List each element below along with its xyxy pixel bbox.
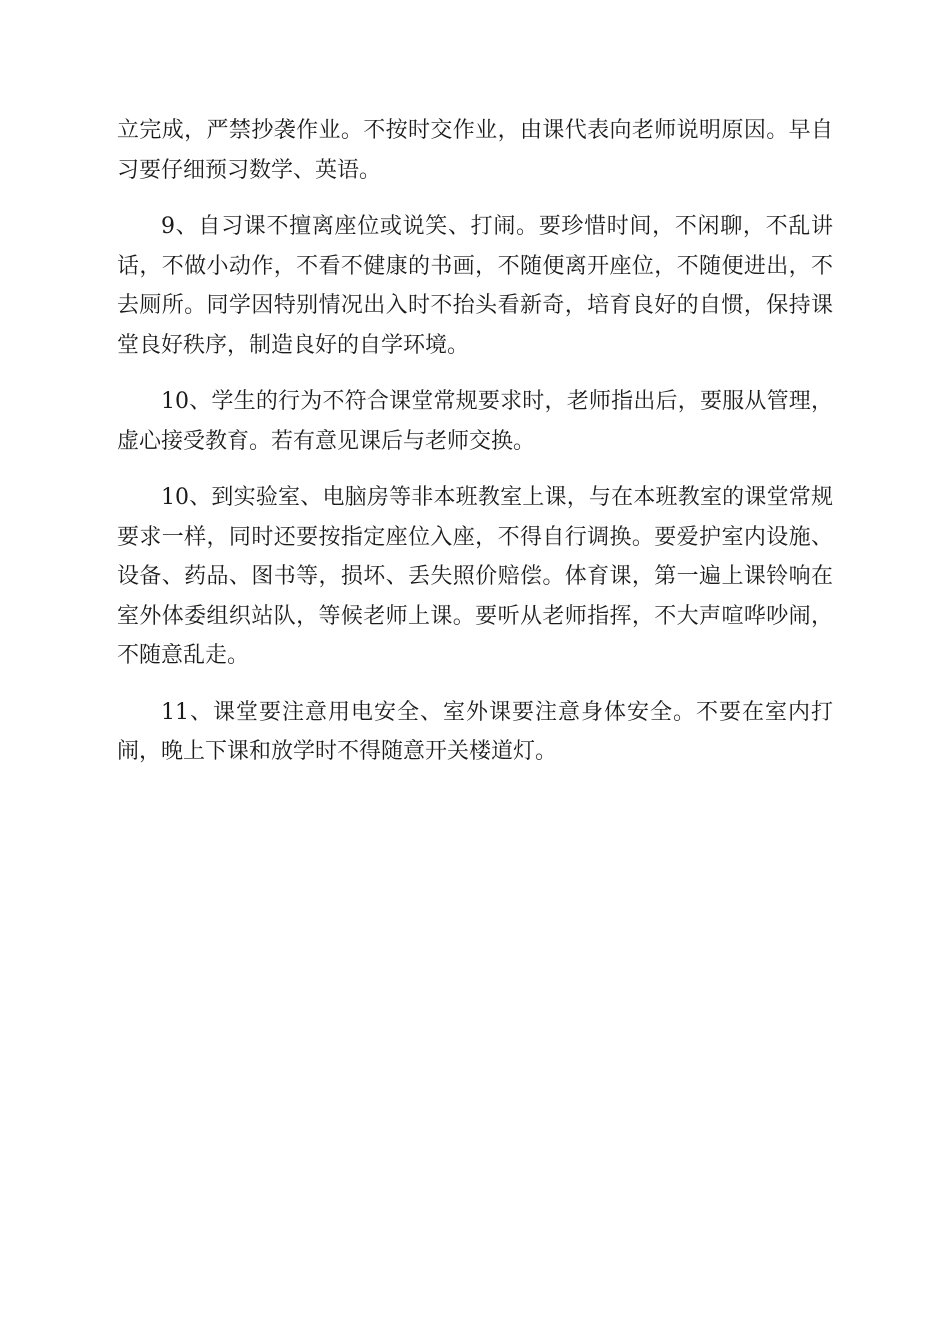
paragraph-rule-9: 9、自习课不擅离座位或说笑、打闹。要珍惜时间，不闲聊，不乱讲话，不做小动作，不看不健康的书画，不随便离开座位，不随便进出，不去厕所。同学因特别情况出入时不抬头看新奇，培育良好的自惯，保持课堂良好秩序，制造良好的自学环境。 — [117, 214, 833, 358]
paragraph-rule-10b: 10、到实验室、电脑房等非本班教室上课，与在本班教室的课堂常规要求一样，同时还要按指定座位入座，不得自行调换。要爱护室内设施、设备、药品、图书等，损坏、丢失照价赔偿。体育课，第一遍上课铃响在室外体委组织站队，等候老师上课。要听从老师指挥，不大声喧哗吵闹，不随意乱走。 — [117, 485, 833, 668]
paragraph-rule-11: 11、课堂要注意用电安全、室外课要注意身体安全。不要在室内打闹，晚上下课和放学时不得随意开关楼道灯。 — [117, 699, 833, 764]
paragraph-rule-10a: 10、学生的行为不符合课堂常规要求时，老师指出后，要服从管理，虚心接受教育。若有意见课后与老师交换。 — [117, 389, 833, 454]
paragraph-continuation: 立完成，严禁抄袭作业。不按时交作业，由课代表向老师说明原因。早自习要仔细预习数学、英语。 — [117, 118, 833, 183]
document-body — [117, 111, 833, 789]
